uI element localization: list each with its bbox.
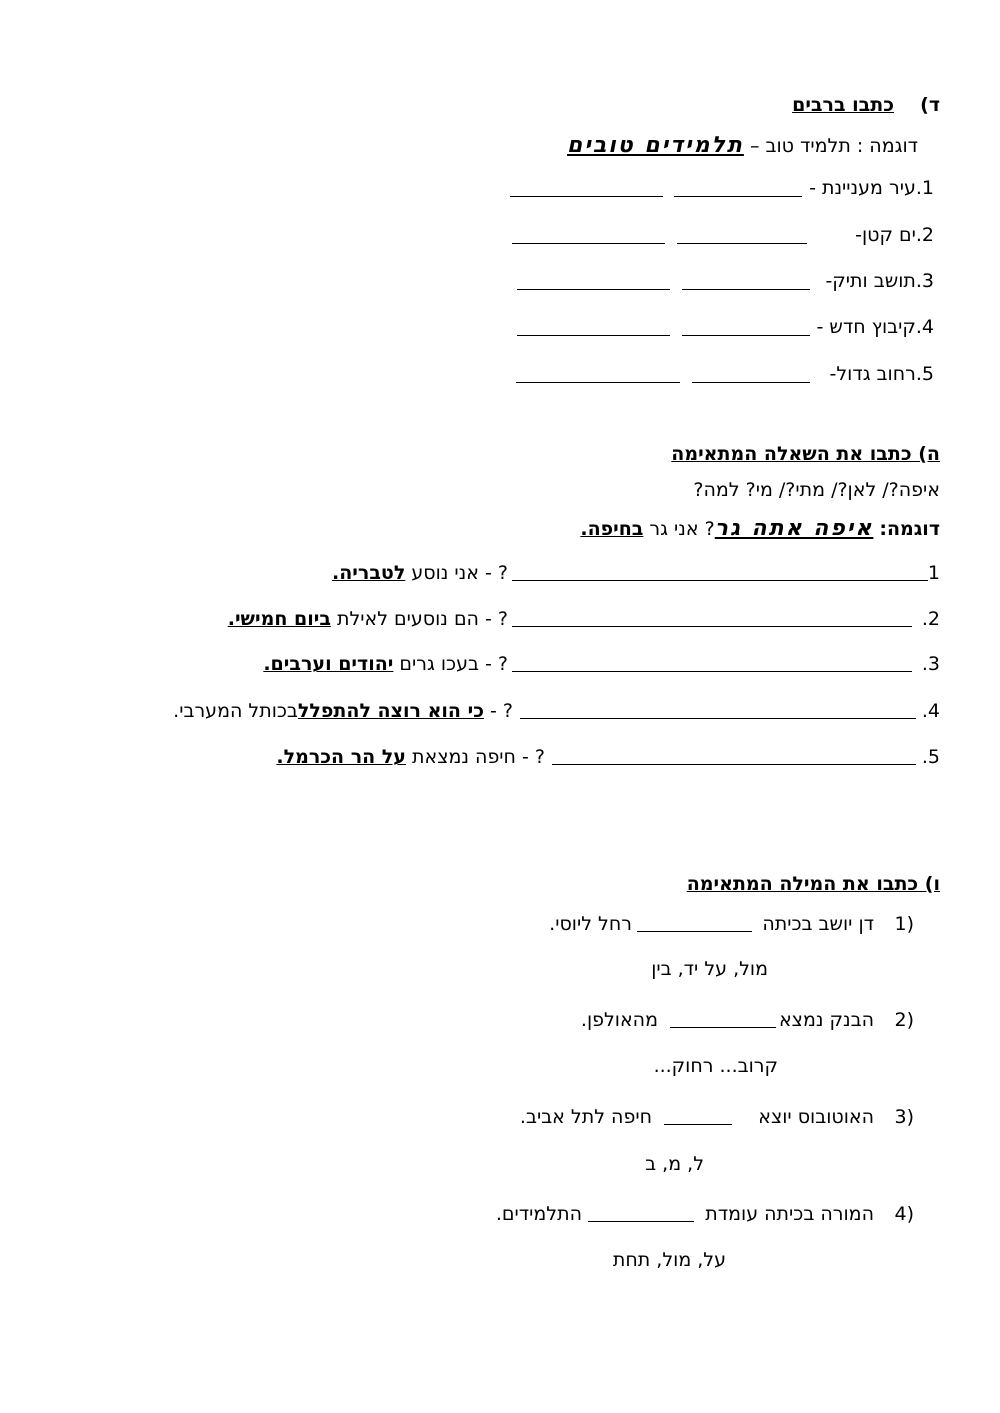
item-prefix: ? - בעכו גרים <box>399 653 508 675</box>
section-v-item-1-num: 1) <box>894 913 914 935</box>
item-bold: יהודים וערבים. <box>263 653 394 675</box>
answer-blank[interactable] <box>674 196 802 197</box>
section-v-item-3-options: ל, מ, ב <box>645 1153 704 1175</box>
question-blank[interactable] <box>520 718 916 719</box>
question-words: איפה?/ לאן?/ מתי?/ מי? למה? <box>693 479 940 501</box>
section-h-item-4-num: .4 <box>921 700 940 722</box>
section-h-item-5 <box>276 744 545 770</box>
section-v-item-1-before: דן יושב בכיתה <box>762 913 874 935</box>
item-suffix: בכותל המערבי. <box>173 700 298 722</box>
answer-blank[interactable] <box>682 335 810 336</box>
item-prefix: ? - חיפה נמצאת <box>412 746 545 768</box>
section-d-item-2: 2.ים קטן- <box>855 224 934 246</box>
section-v-item-3-after: חיפה לתל אביב. <box>519 1106 652 1128</box>
answer-blank[interactable] <box>512 243 665 244</box>
section-h-example <box>580 516 940 542</box>
question-blank[interactable] <box>512 580 928 581</box>
word-blank[interactable] <box>588 1221 694 1222</box>
item-prefix: ? - <box>490 700 513 722</box>
section-v-title: ו) כתבו את המילה המתאימה <box>686 873 940 895</box>
word-blank[interactable] <box>664 1124 732 1125</box>
item-bold: לטבריה. <box>332 562 406 584</box>
example-answer-prefix: אני גר <box>649 518 699 540</box>
answer-blank[interactable] <box>517 289 670 290</box>
section-d-item-3: 3.תושב ותיק- <box>825 270 934 292</box>
item-bold: ביום חמישי. <box>227 608 331 630</box>
section-v-item-3-before: האוטובוס יוצא <box>758 1106 874 1128</box>
section-v-item-2-num: 2) <box>894 1009 914 1031</box>
question-blank[interactable] <box>552 764 916 765</box>
section-h-item-1 <box>332 560 508 586</box>
word-blank[interactable] <box>637 931 752 932</box>
example-qmark: ? <box>704 518 715 540</box>
section-h-item-5-num: .5 <box>921 746 940 768</box>
answer-blank[interactable] <box>677 243 807 244</box>
item-bold: כי הוא רוצה להתפלל <box>297 700 484 722</box>
word-blank[interactable] <box>670 1027 776 1028</box>
example-answer: תלמידים טובים <box>567 133 744 158</box>
item-bold: על הר הכרמל. <box>276 746 406 768</box>
answer-blank[interactable] <box>516 382 680 383</box>
question-blank[interactable] <box>512 671 912 672</box>
item-prefix: ? - אני נוסע <box>411 562 508 584</box>
answer-blank[interactable] <box>517 335 670 336</box>
section-v-item-1-after: רחל ליוסי. <box>549 913 632 935</box>
section-h-title: ה) כתבו את השאלה המתאימה <box>671 443 940 465</box>
section-d-item-4: 4.קיבוץ חדש - <box>816 316 934 338</box>
section-h-item-4 <box>173 698 513 724</box>
section-h-item-3 <box>263 651 508 677</box>
section-v-item-2-after: מהאולפן. <box>580 1009 658 1031</box>
section-d-item-5: 5.רחוב גדול- <box>829 363 934 385</box>
item-prefix: ? - הם נוסעים לאילת <box>336 608 508 630</box>
section-v-item-2-before: הבנק נמצא <box>778 1009 874 1031</box>
answer-blank[interactable] <box>510 196 663 197</box>
section-d-letter: ד) <box>920 94 940 116</box>
example-question: איפה אתה גר <box>714 516 874 541</box>
answer-blank[interactable] <box>682 289 810 290</box>
section-v-item-4-num: 4) <box>894 1203 914 1225</box>
section-v-item-4-after: התלמידים. <box>495 1203 582 1225</box>
section-v-item-2-options: קרוב... רחוק... <box>653 1055 778 1077</box>
example-prefix: דוגמה : תלמיד טוב – <box>749 135 918 157</box>
section-v-item-1-options: מול, על יד, בין <box>651 958 768 980</box>
section-h-item-3-num: .3 <box>921 653 940 675</box>
answer-blank[interactable] <box>692 382 810 383</box>
section-h-item-1-num: 1 <box>927 562 940 584</box>
section-v-item-4-options: על, מול, תחת <box>612 1249 726 1271</box>
section-h-item-2 <box>228 606 508 632</box>
section-v-item-3-num: 3) <box>894 1106 914 1128</box>
section-d-item-1: 1.עיר מעניינת - <box>809 177 934 199</box>
section-d-title: כתבו ברבים <box>792 94 894 116</box>
example-label: דוגמה: <box>879 518 940 540</box>
example-answer-bold: בחיפה. <box>580 518 644 540</box>
question-blank[interactable] <box>512 626 912 627</box>
section-h-item-2-num: .2 <box>921 608 940 630</box>
section-v-item-4-before: המורה בכיתה עומדת <box>705 1203 874 1225</box>
section-d-example <box>567 133 918 159</box>
